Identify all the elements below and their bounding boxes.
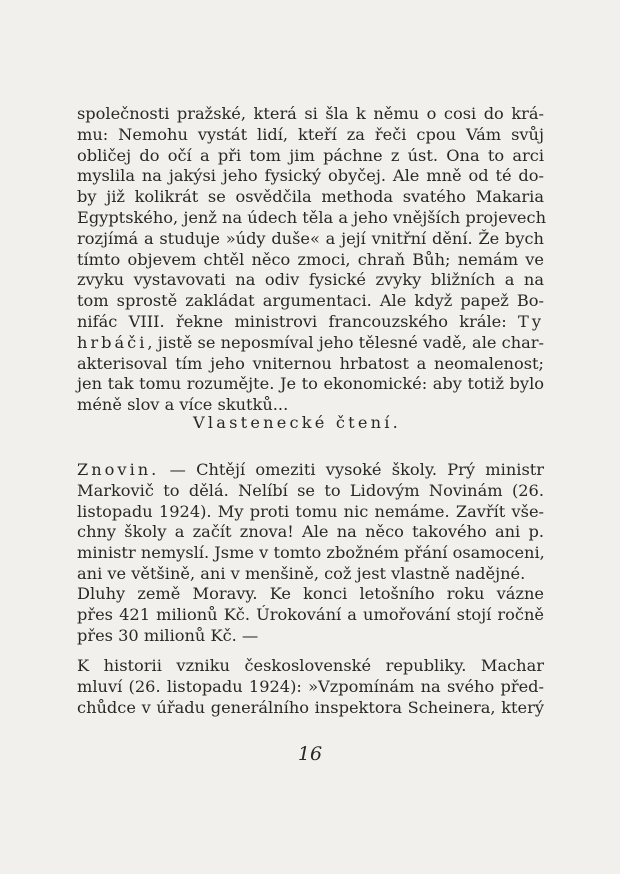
text-line: akterisoval tím jeho vniternou hrbatost a neomalenost; — [77, 353, 544, 373]
text-line: Egyptského, jenž na údech těla a jeho vnějších projevech — [77, 207, 546, 227]
text-line: mu: Nemohu vystát lidí, kteří za řeči cpou Vám svůj — [77, 124, 544, 144]
text-line: chůdce v úřadu generálního inspektora Scheinera, který — [77, 697, 544, 717]
text-line-with-spaced-quote — [77, 312, 544, 333]
text-line: Dluhy země Moravy. Ke konci letošního roku vázne — [77, 584, 544, 603]
section-heading: Vlastenecké čtení. — [192, 413, 401, 432]
text-line: chny školy a začít znova! Ale na něco takového ani p. — [77, 522, 544, 542]
text-line: tom sprostě zakládat argumentaci. Ale když papež Bo- — [77, 291, 544, 311]
text-line: myslila na jakýsi jeho fysický obyčej. Ale mně od té do- — [77, 166, 544, 186]
text-line: ministr nemyslí. Jsme v tomto zbožném přání osamoceni, — [77, 543, 545, 563]
text-line: tímto objevem chtěl něco zmoci, chraň Bůh; nemám ve — [77, 249, 544, 269]
text-fragment: — Chtějí omeziti vysoké školy. Prý ministr — [159, 460, 544, 479]
text-line-with-spaced-quote — [77, 333, 544, 354]
text-line: obličej do očí a při tom jim páchne z úst. Ona to arci — [77, 145, 544, 165]
paragraph-znovin — [77, 460, 544, 585]
text-line: přes 421 milionů Kč. Úrokování a umořování stojí ročně — [77, 604, 544, 624]
page-number: 16 — [297, 743, 323, 765]
text-line: rozjímá a studuje »údy duše« a její vnitřní dění. Že bych — [77, 228, 544, 248]
paragraph-historie — [77, 656, 544, 718]
text-line: mluví (26. listopadu 1924): »Vzpomínám na svého před- — [77, 676, 544, 696]
text-line-with-spaced-lead — [77, 460, 544, 481]
text-line: K historii vzniku československé republiky. Machar — [77, 656, 544, 675]
text-line: společnosti pražské, která si šla k němu o cosi do krá- — [77, 104, 544, 123]
text-line: přes 30 milionů Kč. — — [77, 625, 259, 645]
text-fragment: , jistě se neposmíval jeho tělesné vadě, ale char- — [147, 332, 544, 352]
text-line: Markovič to dělá. Nelíbí se to Lidovým Novinám (26. — [77, 480, 544, 500]
text-line: ani ve většině, ani v menšině, což jest vlastně nadějné. — [77, 563, 526, 583]
spaced-quote: hrbáči — [77, 332, 148, 352]
spaced-lead: Znovin. — [77, 460, 160, 479]
text-fragment: nifác VIII. řekne ministrovi francouzského krále: — [77, 311, 519, 331]
spaced-quote: Ty — [518, 311, 544, 331]
text-line: zvyku vystavovati na odiv fysické zvyky bližních a na — [77, 270, 544, 290]
text-line: jen tak tomu rozumějte. Je to ekonomické: aby totiž bylo — [77, 374, 544, 394]
paragraph-dluhy — [77, 584, 544, 646]
paragraph-continuation — [77, 104, 544, 416]
text-line: listopadu 1924). My proti tomu nic nemáme. Zavřít vše- — [77, 501, 544, 521]
text-line: méně slov a více skutků... — [77, 395, 289, 415]
text-line: by již kolikrát se osvědčila methoda svatého Makaria — [77, 187, 544, 207]
